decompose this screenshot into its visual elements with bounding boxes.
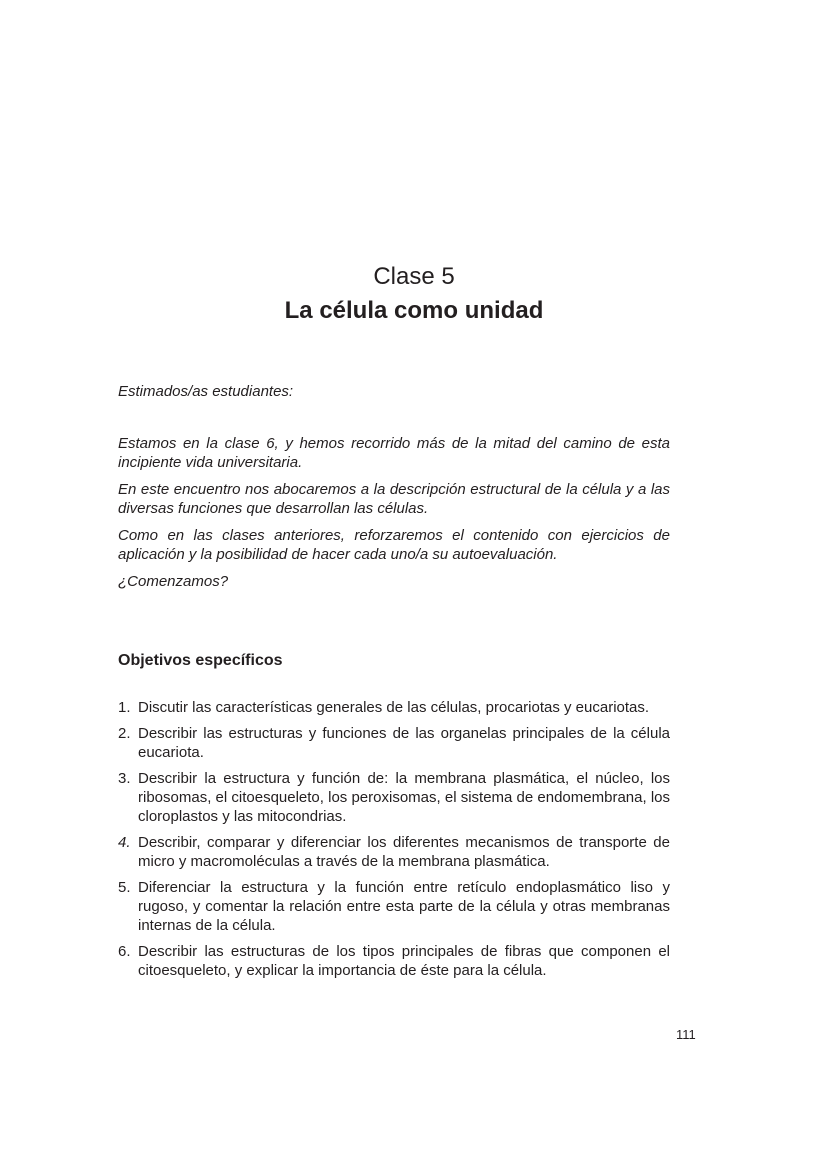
item-text: Diferenciar la estructura y la función entre retículo endoplasmático liso y rugoso, y comentar la relación entre esta parte de la célula y otras membranas internas de la célula. <box>138 879 670 934</box>
item-text: Describir las estructuras y funciones de las organelas principales de la célula eucariota. <box>138 725 670 761</box>
list-item <box>118 698 670 717</box>
page-number: 111 <box>676 1027 696 1042</box>
item-number: 4. <box>118 834 131 851</box>
intro-question: ¿Comenzamos? <box>118 573 229 590</box>
item-text: Describir la estructura y función de: la membrana plasmática, el núcleo, los ribosomas, el citoesqueleto, los peroxisomas, el sistema de endomembrana, los cloroplastos y las mitocondrias. <box>138 770 670 825</box>
class-number: Clase 5 <box>373 263 455 290</box>
intro-paragraph: En este encuentro nos abocaremos a la descripción estructural de la célula y a las diversas funciones que desarrollan las células. <box>118 481 670 517</box>
item-text: Describir, comparar y diferenciar los diferentes mecanismos de transporte de micro y macromoléculas a través de la membrana plasmática. <box>138 834 670 870</box>
list-item <box>118 942 670 980</box>
intro-paragraph: Estamos en la clase 6, y hemos recorrido más de la mitad del camino de esta incipiente vida universitaria. <box>118 435 670 471</box>
item-number: 6. <box>118 943 131 960</box>
list-item <box>118 833 670 871</box>
greeting: Estimados/as estudiantes: <box>118 383 294 400</box>
item-number: 2. <box>118 725 131 742</box>
item-number: 1. <box>118 699 131 716</box>
intro-paragraph: Como en las clases anteriores, reforzaremos el contenido con ejercicios de aplicación y la posibilidad de hacer cada uno/a su autoevaluación. <box>118 527 670 563</box>
list-item <box>118 878 670 935</box>
list-item <box>118 769 670 826</box>
objectives-list <box>118 698 670 987</box>
item-number: 5. <box>118 879 131 896</box>
objectives-heading: Objetivos específicos <box>118 652 283 669</box>
item-text: Discutir las características generales de las células, procariotas y eucariotas. <box>138 699 650 716</box>
item-text: Describir las estructuras de los tipos principales de fibras que componen el citoesqueleto, y explicar la importancia de éste para la célula. <box>138 943 670 979</box>
intro-section <box>118 434 670 599</box>
page-title: La célula como unidad <box>284 297 544 324</box>
list-item <box>118 724 670 762</box>
item-number: 3. <box>118 770 131 787</box>
